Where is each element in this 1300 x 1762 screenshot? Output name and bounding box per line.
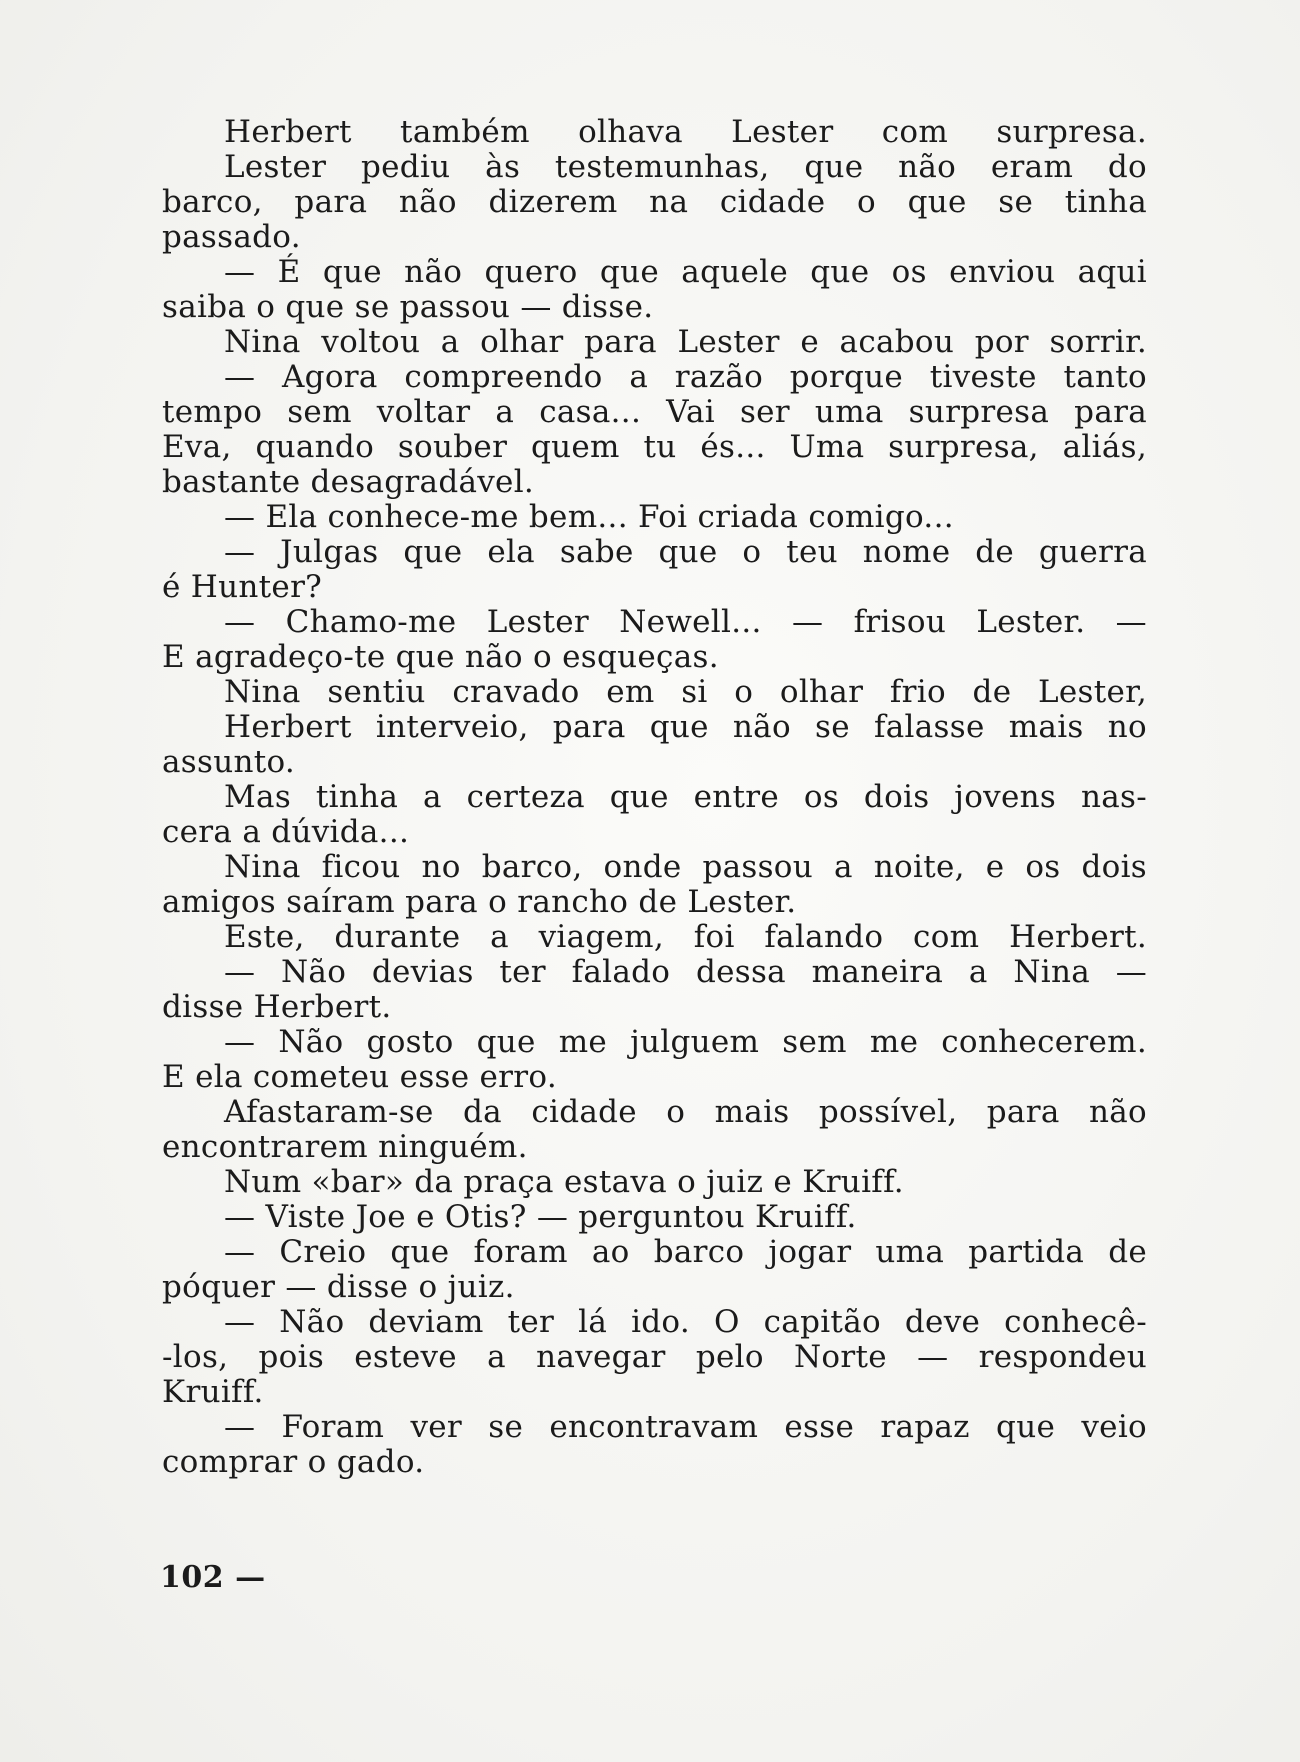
text-line: — Não deviam ter lá ido. O capitão deve conhecê- <box>224 1304 1147 1340</box>
text-line: tempo sem voltar a casa... Vai ser uma surpresa para <box>162 394 1147 430</box>
text-line: Mas tinha a certeza que entre os dois jovens nas- <box>224 779 1147 815</box>
text-line: passado. <box>162 219 301 255</box>
text-line: saiba o que se passou — disse. <box>162 289 654 325</box>
text-line: cera a dúvida... <box>162 814 410 850</box>
text-line: E ela cometeu esse erro. <box>162 1059 557 1095</box>
text-line: Kruiff. <box>162 1374 264 1410</box>
page-number: 102 — <box>160 1560 266 1595</box>
text-line: Num «bar» da praça estava o juiz e Kruiff. <box>224 1164 904 1200</box>
text-line: disse Herbert. <box>162 989 392 1025</box>
text-line: Herbert interveio, para que não se falasse mais no <box>224 709 1147 745</box>
text-line: — Foram ver se encontravam esse rapaz que veio <box>224 1409 1147 1445</box>
text-line: Eva, quando souber quem tu és... Uma surpresa, aliás, <box>162 429 1147 465</box>
text-line: — Viste Joe e Otis? — perguntou Kruiff. <box>224 1199 857 1235</box>
text-line: — Chamo-me Lester Newell... — frisou Lester. — <box>224 604 1147 640</box>
text-line: é Hunter? <box>162 569 323 605</box>
text-line: — Agora compreendo a razão porque tiveste tanto <box>224 359 1147 395</box>
text-line: Lester pediu às testemunhas, que não eram do <box>224 149 1147 185</box>
text-line: amigos saíram para o rancho de Lester. <box>162 884 797 920</box>
text-line: — Não gosto que me julguem sem me conhecerem. <box>224 1024 1147 1060</box>
text-line: póquer — disse o juiz. <box>162 1269 515 1305</box>
text-line: Herbert também olhava Lester com surpresa. <box>224 114 1147 150</box>
text-line: — Ela conhece-me bem... Foi criada comigo... <box>224 499 954 535</box>
text-line: encontrarem ninguém. <box>162 1129 528 1165</box>
text-line: — Creio que foram ao barco jogar uma partida de <box>224 1234 1147 1270</box>
text-line: assunto. <box>162 744 296 780</box>
text-line: Nina voltou a olhar para Lester e acabou por sorrir. <box>224 324 1147 360</box>
text-line: comprar o gado. <box>162 1444 425 1480</box>
text-line: — Não devias ter falado dessa maneira a Nina — <box>224 954 1147 990</box>
text-line: Nina ficou no barco, onde passou a noite, e os dois <box>224 849 1147 885</box>
text-line: Nina sentiu cravado em si o olhar frio de Lester, <box>224 674 1147 710</box>
text-line: Este, durante a viagem, foi falando com Herbert. <box>224 919 1147 955</box>
text-line: E agradeço-te que não o esqueças. <box>162 639 719 675</box>
text-line: barco, para não dizerem na cidade o que se tinha <box>162 184 1147 220</box>
text-line: -los, pois esteve a navegar pelo Norte — respondeu <box>162 1339 1147 1375</box>
text-line: Afastaram-se da cidade o mais possível, para não <box>224 1094 1147 1130</box>
text-line: — É que não quero que aquele que os enviou aqui <box>224 254 1147 290</box>
body-text <box>162 115 1147 1480</box>
text-line: bastante desagradável. <box>162 464 535 500</box>
text-line: — Julgas que ela sabe que o teu nome de guerra <box>224 534 1147 570</box>
